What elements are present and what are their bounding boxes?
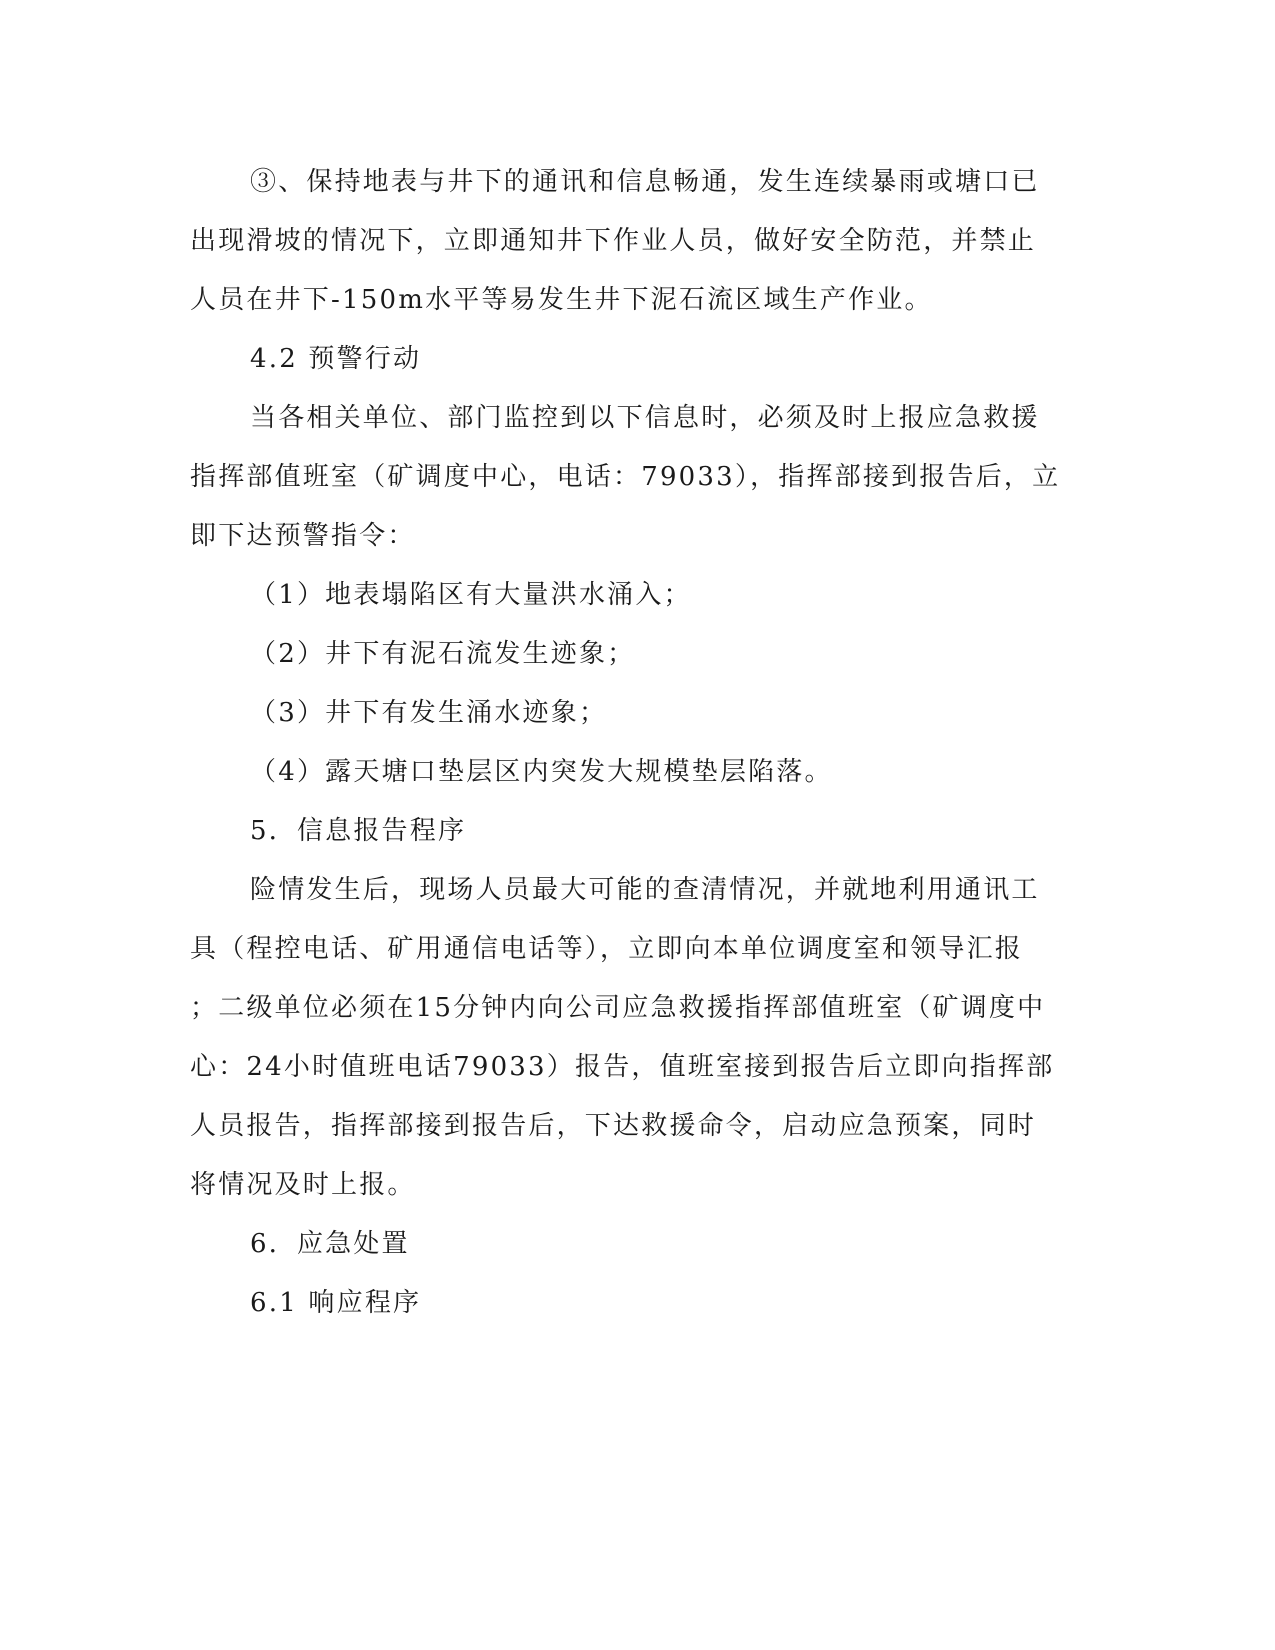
paragraph-line: 当各相关单位、部门监控到以下信息时，必须及时上报应急救援 [250,403,1040,433]
list-item: （3）井下有发生涌水迹象； [250,698,608,728]
paragraph-line: 即下达预警指令： [190,521,416,551]
paragraph-line: 指挥部值班室（矿调度中心，电话：79033），指挥部接到报告后，立 [190,462,1061,492]
paragraph-line: ；二级单位必须在15分钟内向公司应急救援指挥部值班室（矿调度中 [190,993,1046,1023]
paragraph-line: 人员在井下-150m水平等易发生井下泥石流区域生产作业。 [190,285,933,315]
section-heading: 4.2 预警行动 [250,344,422,374]
paragraph-line: 具（程控电话、矿用通信电话等），立即向本单位调度室和领导汇报 [190,934,1024,964]
section-heading: 6.1 响应程序 [250,1288,422,1318]
paragraph-line: 险情发生后，现场人员最大可能的查清情况，并就地利用通讯工 [250,875,1040,905]
section-heading: 6．应急处置 [250,1229,410,1259]
list-item: （1）地表塌陷区有大量洪水涌入； [250,580,692,610]
section-heading: 5．信息报告程序 [250,816,467,846]
list-item: （2）井下有泥石流发生迹象； [250,639,636,669]
list-item: （4）露天塘口垫层区内突发大规模垫层陷落。 [250,757,833,787]
paragraph-line: 将情况及时上报。 [190,1170,416,1200]
paragraph-line: 出现滑坡的情况下，立即通知井下作业人员，做好安全防范，并禁止 [190,226,1037,256]
paragraph-line: 心：24小时值班电话79033）报告，值班室接到报告后立即向指挥部 [190,1052,1055,1082]
paragraph-line: 人员报告，指挥部接到报告后，下达救援命令，启动应急预案，同时 [190,1111,1037,1141]
paragraph-line: ③、保持地表与井下的通讯和信息畅通，发生连续暴雨或塘口已 [250,167,1040,197]
